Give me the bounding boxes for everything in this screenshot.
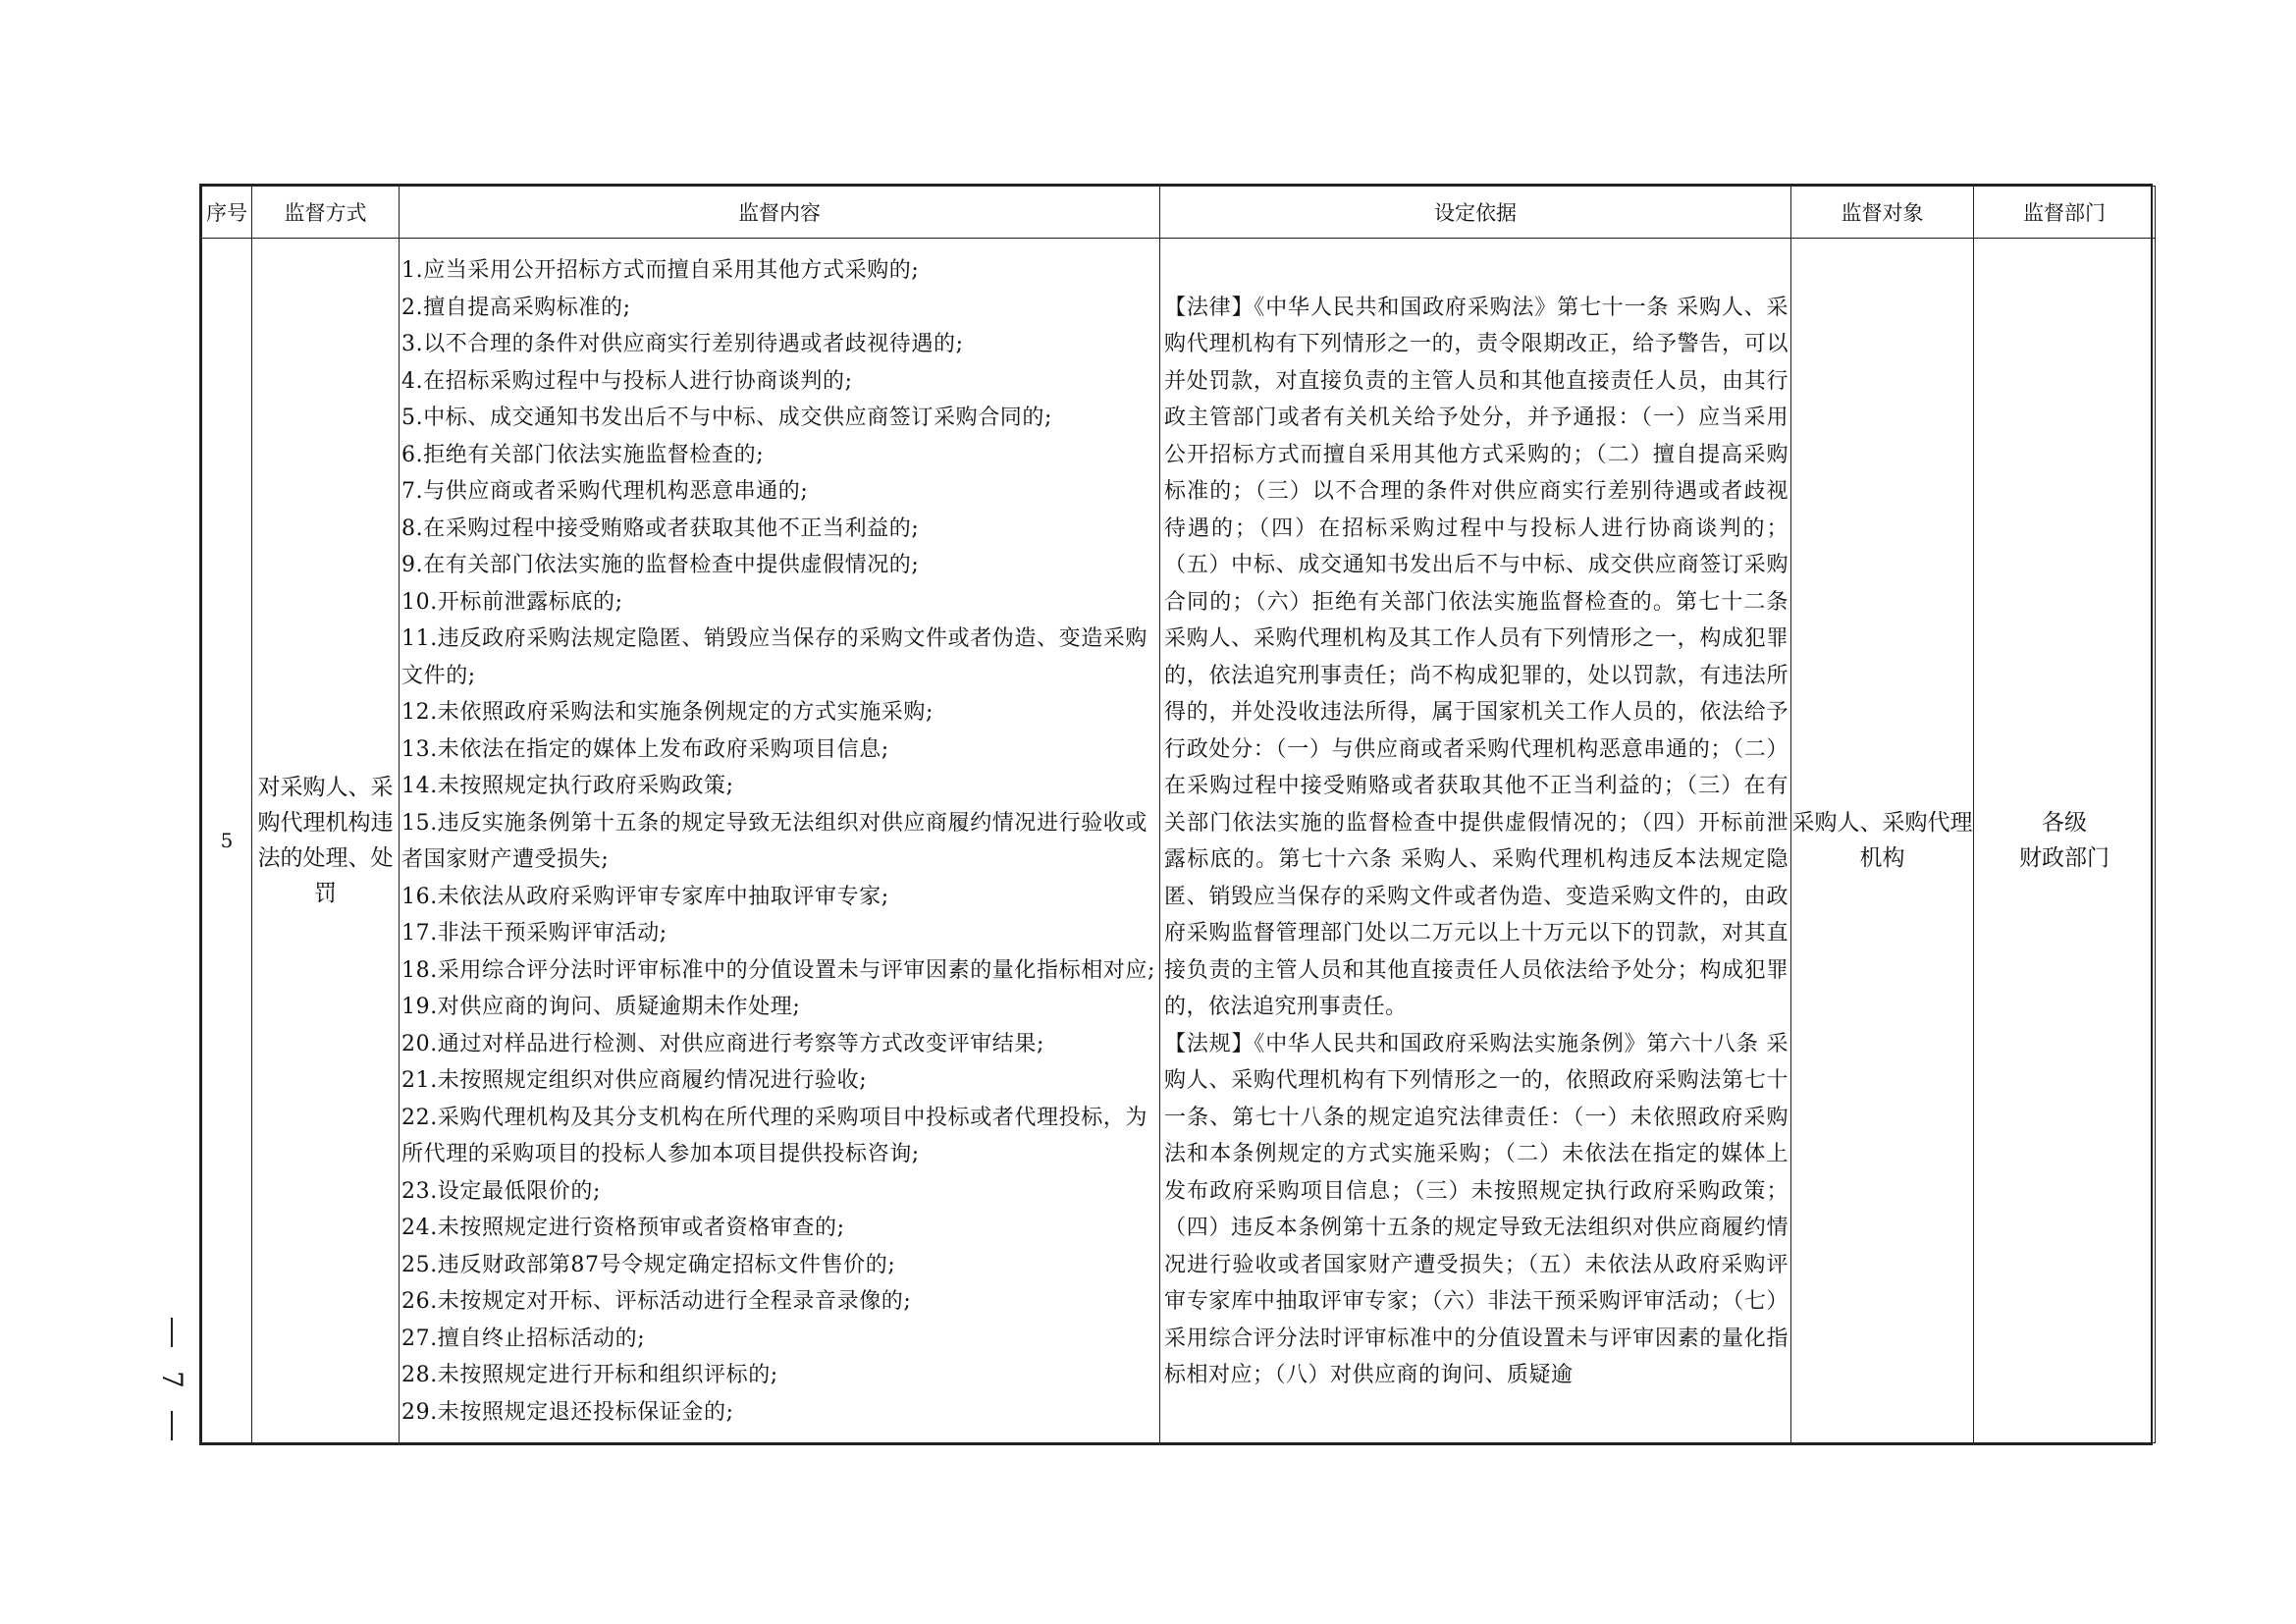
list-item: 12.未依照政府采购法和实施条例规定的方式实施采购; <box>401 700 934 725</box>
list-item: 21.未按照规定组织对供应商履约情况进行验收; <box>401 1068 868 1093</box>
list-item: 8.在采购过程中接受贿赂或者获取其他不正当利益的; <box>401 515 920 541</box>
list-item: 22.采购代理机构及其分支机构在所代理的采购项目中投标或者代理投标，为所代理的采购项目的投标人参加本项目提供投标咨询; <box>401 1105 1148 1166</box>
header-dept: 监督部门 <box>1974 187 2156 239</box>
list-item: 27.擅自终止招标活动的; <box>401 1326 646 1351</box>
regulation-table-frame <box>199 184 2153 1445</box>
page-number: 7 <box>155 1370 188 1388</box>
list-item: 15.违反实施条例第十五条的规定导致无法组织对供应商履约情况进行验收或者国家财产遭受损失; <box>401 810 1148 872</box>
list-item: 17.非法干预采购评审活动; <box>401 921 667 946</box>
list-item: 25.违反财政部第87号令规定确定招标文件售价的; <box>401 1252 896 1277</box>
supervision-table <box>201 186 2156 1443</box>
list-item: 10.开标前泄露标底的; <box>401 589 623 615</box>
list-item: 14.未按照规定执行政府采购政策; <box>401 774 734 798</box>
row-seq-cell: 5 <box>202 239 252 1443</box>
list-item: 29.未按照规定退还投标保证金的; <box>401 1399 734 1425</box>
list-item: 16.未依法从政府采购评审专家库中抽取评审专家; <box>401 884 889 909</box>
list-item: 18.采用综合评分法时评审标准中的分值设置未与评审因素的量化指标相对应; <box>401 957 1156 983</box>
list-item: 24.未按照规定进行资格预审或者资格审查的; <box>401 1216 845 1240</box>
dept-line-2: 财政部门 <box>2019 845 2109 871</box>
header-content: 监督内容 <box>400 187 1160 239</box>
row-content-cell <box>400 239 1160 1443</box>
list-item: 3.以不合理的条件对供应商实行差别待遇或者歧视待遇的; <box>401 332 964 356</box>
list-item: 23.设定最低限价的; <box>401 1178 601 1204</box>
list-item: 28.未按照规定进行开标和组织评标的; <box>401 1363 778 1387</box>
list-item: 20.通过对样品进行检测、对供应商进行考察等方式改变评审结果; <box>401 1031 1045 1056</box>
list-item: 6.拒绝有关部门依法实施监督检查的; <box>401 442 765 467</box>
dept-line-1: 各级 <box>2042 810 2087 836</box>
header-seq: 序号 <box>202 187 252 239</box>
list-item: 19.对供应商的询问、质疑逾期未作处理; <box>401 995 801 1019</box>
list-item: 26.未按规定对开标、评标活动进行全程录音录像的; <box>401 1289 912 1314</box>
basis-law-paragraph: 【法律】《中华人民共和国政府采购法》第七十一条 采购人、采购代理机构有下列情形之一的，责令限期改正，给予警告，可以并处罚款，对直接负责的主管人员和其他直接责任人员，由其行政主管部门或者有关机关给予处分，并予通报：（一）应当采用公开招标方式而擅自采用其他方式采购的；（二）擅自提高采购标准的；（三）以不合理的条件对供应商实行差别待遇或者歧视待遇的；（四）在招标采购过程中与投标人进行协商谈判的；（五）中标、成交通知书发出后不与中标、成交供应商签订采购合同的；（六）拒绝有关部门依法实施监督检查的。第七十二条 采购人、采购代理机构及其工作人员有下列情形之一，构成犯罪的，依法追究刑事责任；尚不构成犯罪的，处以罚款，有违法所得的，并处没收违法所得，属于国家机关工作人员的，依法给予行政处分：（一）与供应商或者采购代理机构恶意串通的；（二）在采购过程中接受贿赂或者获取其他不正当利益的；（三）在有关部门依法实施的监督检查中提供虚假情况的；（四）开标前泄露标底的。第七十六条 采购人、采购代理机构违反本法规定隐匿、销毁应当保存的采购文件或者伪造、变造采购文件的，由政府采购监督管理部门处以二万元以上十万元以下的罚款，对其直接负责的主管人员和其他直接责任人员依法给予处分；构成犯罪的，依法追究刑事责任。 <box>1164 295 1789 1019</box>
content-item-list <box>401 252 1159 1431</box>
list-item: 11.违反政府采购法规定隐匿、销毁应当保存的采购文件或者伪造、变造采购文件的; <box>401 626 1148 688</box>
list-item: 1.应当采用公开招标方式而擅自采用其他方式采购的; <box>401 258 920 283</box>
list-item: 4.在招标采购过程中与投标人进行协商谈判的; <box>401 368 853 394</box>
list-item: 13.未依法在指定的媒体上发布政府采购项目信息; <box>401 736 889 762</box>
list-item: 5.中标、成交通知书发出后不与中标、成交供应商签订采购合同的; <box>401 406 1053 430</box>
list-item: 9.在有关部门依法实施的监督检查中提供虚假情况的; <box>401 553 920 577</box>
page-dash-top <box>171 1318 173 1347</box>
list-item: 2.擅自提高采购标准的; <box>401 295 631 320</box>
page-dash-bottom <box>171 1411 173 1440</box>
list-item: 7.与供应商或者采购代理机构恶意串通的; <box>401 479 809 504</box>
header-basis: 设定依据 <box>1160 187 1791 239</box>
row-target-cell: 采购人、采购代理机构 <box>1791 239 1974 1443</box>
header-method: 监督方式 <box>252 187 400 239</box>
row-dept-cell <box>1974 239 2156 1443</box>
header-target: 监督对象 <box>1791 187 1974 239</box>
basis-regulation-paragraph: 【法规】《中华人民共和国政府采购法实施条例》第六十八条 采购人、采购代理机构有下列情形之一的，依照政府采购法第七十一条、第七十八条的规定追究法律责任：（一）未依照政府采购法和本条例规定的方式实施采购；（二）未依法在指定的媒体上发布政府采购项目信息；（三）未按照规定执行政府采购政策；（四）违反本条例第十五条的规定导致无法组织对供应商履约情况进行验收或者国家财产遭受损失；（五）未依法从政府采购评审专家库中抽取评审专家；（六）非法干预采购评审活动；（七）采用综合评分法时评审标准中的分值设置未与评审因素的量化指标相对应；（八）对供应商的询问、质疑逾 <box>1164 1031 1789 1387</box>
table-row <box>202 239 2156 1443</box>
table-header-row <box>202 187 2156 239</box>
row-method-cell: 对采购人、采购代理机构违法的处理、处罚 <box>252 239 400 1443</box>
page-number-marker <box>157 1318 187 1440</box>
row-basis-cell <box>1160 239 1791 1443</box>
